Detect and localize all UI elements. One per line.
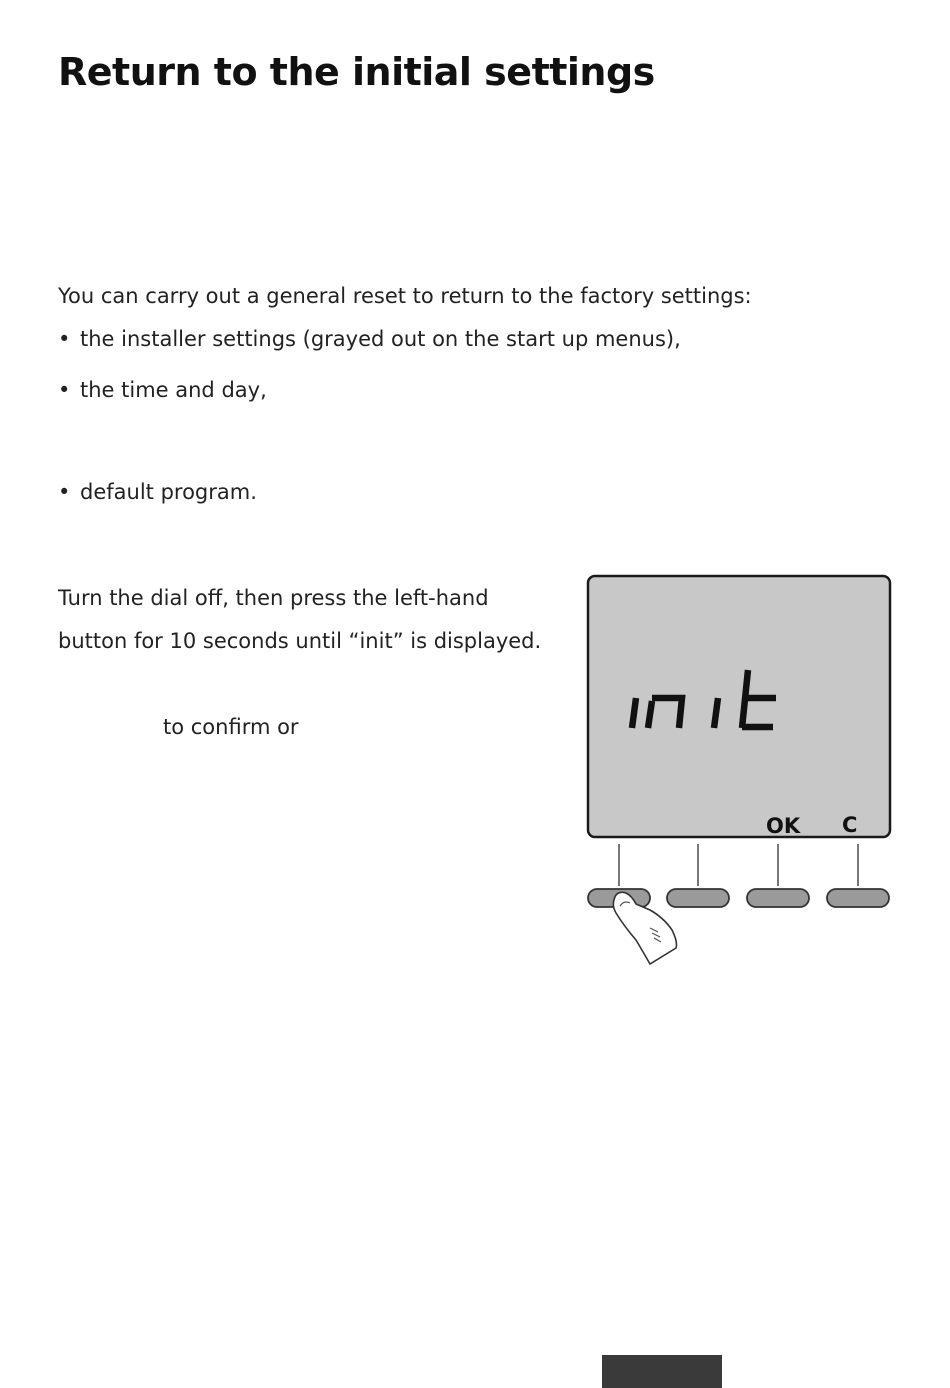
list-item-text: the installer settings (grayed out on the start up menus),	[80, 327, 681, 351]
page-footer-tab	[602, 1355, 722, 1388]
page-title: Return to the initial settings	[58, 50, 655, 94]
thermostat-illustration	[580, 570, 900, 970]
ok-button[interactable]	[747, 889, 809, 907]
instruction-line-1: Turn the dial off, then press the left-hand	[58, 586, 489, 610]
list-item	[58, 325, 681, 353]
instruction-line-2: button for 10 seconds until “init” is displayed.	[58, 629, 542, 653]
list-item	[58, 478, 257, 506]
confirm-text: to confirm or	[163, 715, 299, 739]
bullet-icon: •	[58, 480, 71, 504]
c-button[interactable]	[827, 889, 889, 907]
list-item	[58, 376, 267, 404]
second-button[interactable]	[667, 889, 729, 907]
bullet-icon: •	[58, 327, 71, 351]
ok-label: OK	[766, 814, 801, 838]
list-item-text: default program.	[80, 480, 257, 504]
c-label: C	[842, 813, 858, 837]
list-item-text: the time and day,	[80, 378, 267, 402]
intro-text: You can carry out a general reset to return to the factory settings:	[58, 284, 752, 308]
bullet-icon: •	[58, 378, 71, 402]
